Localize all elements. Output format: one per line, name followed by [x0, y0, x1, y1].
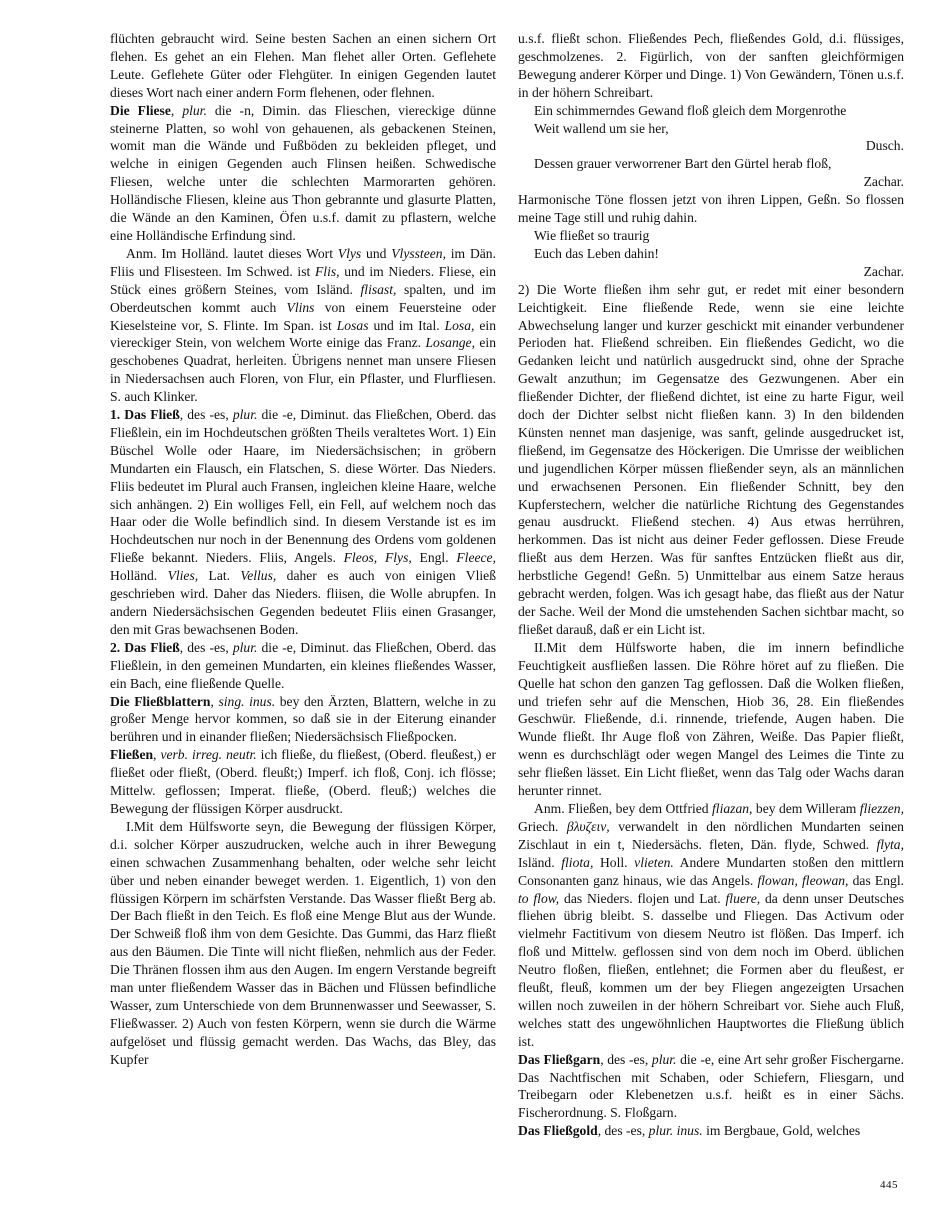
quote-source: Dusch.: [865, 138, 904, 154]
quote-line: Euch das Leben dahin!: [534, 245, 659, 261]
headword: Die Fließblattern: [110, 693, 211, 709]
quote-line: Ein schimmerndes Gewand floß gleich dem Morgenrothe: [534, 102, 847, 118]
left-column: [110, 30, 496, 1069]
entry-fliese: Die Fliese, plur. die -n, Dimin. das Flieschen, viereckige dünne steinerne Platten, so wohl von gehauenen, als gebackenen Steinen, womit man die Wände und Fußböden zu bekleiden pfleget, und welche in einigen Gegenden auch Flinsen heißen. Schwedische Fliesen, welche unter die schlechten Marmorarten gehören. Holländische Fliesen, kleine aus Thon gebrannte und glasurte Platten, die Wände an den Kaminen, Öfen u.s.f. damit zu pflastern, welche eine Holländische Erfindung sind.: [110, 102, 497, 243]
grammar-note: plur.: [182, 102, 207, 118]
quote-source: Zachar.: [863, 174, 904, 190]
quote-line: Weit wallend um sie her,: [534, 120, 669, 136]
headword: 1. Das Fließ: [110, 407, 180, 423]
entry-fliessgold: Das Fließgold, des -es, plur. inus. im Bergbaue, Gold, welches: [518, 1123, 861, 1139]
paragraph-continuation: u.s.f. fließt schon. Fließendes Pech, fließendes Gold, d.i. flüssiges, geschmolzenes. 2. Figürlich, von der sanften gleichförmigen Bewegung anderer Körper und Dinge. 1) Von Gewändern, Tönen u.s.f. in der höhern Schreibart.: [518, 31, 904, 100]
entry-fliess-2: 2. Das Fließ, des -es, plur. die -e, Diminut. das Fließchen, Oberd. das Fließlein, in den gemeinen Mundarten, ein kleines fließendes Wasser, ein Bach, eine fließende Quelle.: [110, 639, 497, 691]
paragraph-continuation: flüchten gebraucht wird. Seine besten Sachen an einen sichern Ort flehen. Es gehet an ein Flehen. Man flehet aller Orten. Geflehete Leute. Geflehete Güter oder Flehgüter. In einigen Gegenden lautet dieses Wort nach einer andern Form flehenen, oder flehnen.: [110, 31, 496, 100]
paragraph: Harmonische Töne flossen jetzt von ihren Lippen, Geßn. So flossen meine Tage still und ruhig dahin.: [518, 192, 904, 226]
headword: Das Fließgarn: [518, 1051, 601, 1067]
headword: Fließen: [110, 747, 154, 763]
quote-source: Zachar.: [863, 263, 904, 279]
entry-fliessgarn: Das Fließgarn, des -es, plur. die -e, eine Art sehr großer Fischergarne. Das Nachtfischen mit Schaben, oder Schiefern, Fliesgarn, und Treibegarn oder Klebenetzen u.s.f. heißt es in einer Sächs. Fischerordnung. S. Floßgarn.: [518, 1051, 904, 1121]
note-fliessen: Anm. Fließen, bey dem Ottfried fliazan, bey dem Willeram fliezzen, Griech. βλυζειν, verwandelt in den nördlichen Mundarten seinen Zischlaut in ein t, Niedersächs. fleten, Dän. flyde, Schwed. flyta, Isländ. fliota, Holl. vlieten. Andere Mundarten stoßen den mittlern Consonanten ganz hinaus, wie das Angels. flowan, fleowan, das Engl. to flow, das Nieders. flojen und Lat. fluere, da denn unser Deutsches fliehen übrig bleibt. S. dasselbe und Fliegen. Das Activum oder vielmehr Factitivum von diesem Neutro ist flößen. Das Imperf. ich floß und Mittelw. geflossen sind von dem noch im Oberd. üblichen Neutro floßen, fließen, entlehnet; die Formen aber du fleußest, er fleußt, fleuß, kommen um der bey Fliegen angezeigten Ursachen willen noch zuweilen in der höhern Schreibart vor. Siehe auch Fluß, welches statt des ungewöhnlichen Hauptwortes die Fließung üblich ist.: [518, 800, 904, 1049]
entry-fliessblattern: Die Fließblattern, sing. inus. bey den Ärzten, Blattern, welche in zu großer Menge hervor kommen, so daß sie in der Eiterung einander berühren und in einander fließen; Niedersächsisch Fließpocken.: [110, 693, 496, 745]
right-column: [518, 30, 904, 1140]
headword: Das Fließgold: [518, 1123, 598, 1139]
headword: Die Fliese: [110, 102, 171, 118]
note-fliese: Anm. Im Holländ. lautet dieses Wort Vlys und Vlyssteen, im Dän. Fliis und Flisesteen. Im Schwed. ist Flis, und im Nieders. Fliese, ein Stück eines größern Steines, vom Isländ. flisast, spalten, und im Oberdeutschen kommt auch Vlins von einem Feuersteine oder Kieselsteine vor, S. Flinte. Im Span. ist Losas und im Ital. Losa, ein viereckiger Stein, von welchem Worte einige das Franz. Losange, ein geschobenes Quadrat, herleiten. Übrigens nennet man unsere Fliesen in Niedersachsen auch Floren, von Flur, ein Pflaster, und Flurfliesen. S. auch Klinker.: [110, 245, 496, 405]
entry-fliess-1: 1. Das Fließ, des -es, plur. die -e, Diminut. das Fließchen, Oberd. das Fließlein, ein im Hochdeutschen größten Theils veraltetes Wort. 1) Ein Büschel Wolle oder Haare, im Niedersächsischen; in gröbern Mundarten ein Flausch, ein Flatschen, S. diese Wörter. Das Nieders. Fliis bedeutet im Plural auch Fransen, ingleichen kleine Haare, welche sich anhängen. 2) Ein wolliges Fell, ein Fell, auf welchem noch das Haar oder die Wolle befindlich sind. In diesem Verstande ist es im Hochdeutschen nur noch in der Benennung des Ordens vom goldenen Fließe bekannt. Nieders. Fliis, Angels. Fleos, Flys, Engl. Fleece, Holländ. Vlies, Lat. Vellus, daher es auch von einigen Vließ geschrieben wird. Daher das Nieders. fliisen, die Wolle abrupfen. In andern Niedersächsischen Gegenden bedeutet Fliis einen Grasanger, den mit Gras bewachsenen Boden.: [110, 407, 497, 637]
quote-line: Wie fließet so traurig: [534, 227, 650, 243]
paragraph: 2) Die Worte fließen ihm sehr gut, er redet mit einer besondern Leichtigkeit. Eine fließende Rede, wenn sie eine leichte Abwechselung langer und kurzer geschickt mit einander verbundener Perioden hat. Fließend schreiben. Ein fließendes Gedicht, wo die Gedanken leicht und natürlich ausgedruckt sind, ohne der Sprache Gewalt anzuthun; im Gegensatze des Gezwungenen. Aber ein fließender Dichter, der fließend dichtet, ist eine zu harte Figur, weil doch der Dichter selbst nicht fließen kann. 3) In den bildenden Künsten nennet man dasjenige, was sanft, gelinde ausgedrucket ist, fließend, im Gegensatze des Höckerigen. Die Umrisse der weiblichen und jugendlichen Körper müssen fließender seyn, als an männlichen und erwachsenen Personen. Ein fließender Schnitt, bey den Kupferstechern, welcher die natürliche Richtung des Gegenstandes genau ausdruckt. Fließend stechen. 4) Aus etwas herrühren, herkommen. Das ist nicht aus deiner Feder geflossen. Diese Freude fließt aus dem Herzen. Was für sanftes Entzücken fließt aus dir, herbstliche Gegend! Geßn. 5) Unmittelbar aus einem Satze heraus gebracht werden, folgen. Was ich gesagt habe, das fließt aus der Natur der Sache. Weil der Mond die umstehenden Sachen sichtbar macht, so fließet darauß, daß er ein Licht ist.: [518, 281, 904, 637]
section-ii: II.Mit dem Hülfsworte haben, die im innern befindliche Feuchtigkeit ausfließen lassen. Die Röhre höret auf zu fließen. Die Quelle hat schon den ganzen Tag geflossen. Daß die Wolken fließen, und triefen sehr auf die Menschen, Hiob 36, 28. Ein fließendes Geschwür. Fließende, d.i. rinnende, triefende, Augen haben. Die Wunde fließt. Ihr Auge floß von Zähren, Weiße. Das Papier fließt, wenn es durchschlägt oder wegen Mangel des Leimes die Tinte zu sehr fließen lässet. Ein Licht fließet, wenn das Talg oder Wachs daran herunter rinnet.: [518, 639, 904, 799]
headword: 2. Das Fließ: [110, 639, 180, 655]
entry-fliessen: Fließen, verb. irreg. neutr. ich fließe, du fließest, (Oberd. fleußest,) er fließet oder fließt, (Oberd. fleußt;) Imperf. ich floß, Conj. ich flösse; Mittelw. geflossen; Imperat. fließe, (Oberd. fleuß;) welches die Bewegung der flüssigen Körper ausdruckt.: [110, 747, 497, 816]
section-i: I.Mit dem Hülfsworte seyn, die Bewegung der flüssigen Körper, d.i. solcher Körper auszudrucken, welche auch in ihrer Bewegung einen schwachen Zusammenhang behalten, oder welche sehr leicht über und neben einander beweget werden. 1. Eigentlich, 1) von den flüssigen Körpern im schärfsten Verstande. Das Wasser fließt Berg ab. Der Bach fließt in den Teich. Es floß eine Menge Blut aus der Wunde. Der Schweiß floß ihm von dem Gesichte. Das Gummi, das Harz fließt aus den Bäumen. Die Tinte will nicht fließen, nehmlich aus der Feder. Die Thränen flossen ihm aus den Augen. Im engern Verstande begreift man unter fließendem Wasser das in Bächen und Flüssen befindliche Wasser, zum Unterschiede von dem Brunnenwasser und Seewasser, S. Fließwasser. 2) Auch von festen Körpern, wenn sie durch die Wärme aufgelöset und flüssig gemacht werden. Das Wachs, das Bley, das Kupfer: [110, 818, 496, 1067]
page-number: 445: [880, 1179, 898, 1191]
quote-line: Dessen grauer verworrener Bart den Gürtel herab floß,: [534, 156, 832, 172]
